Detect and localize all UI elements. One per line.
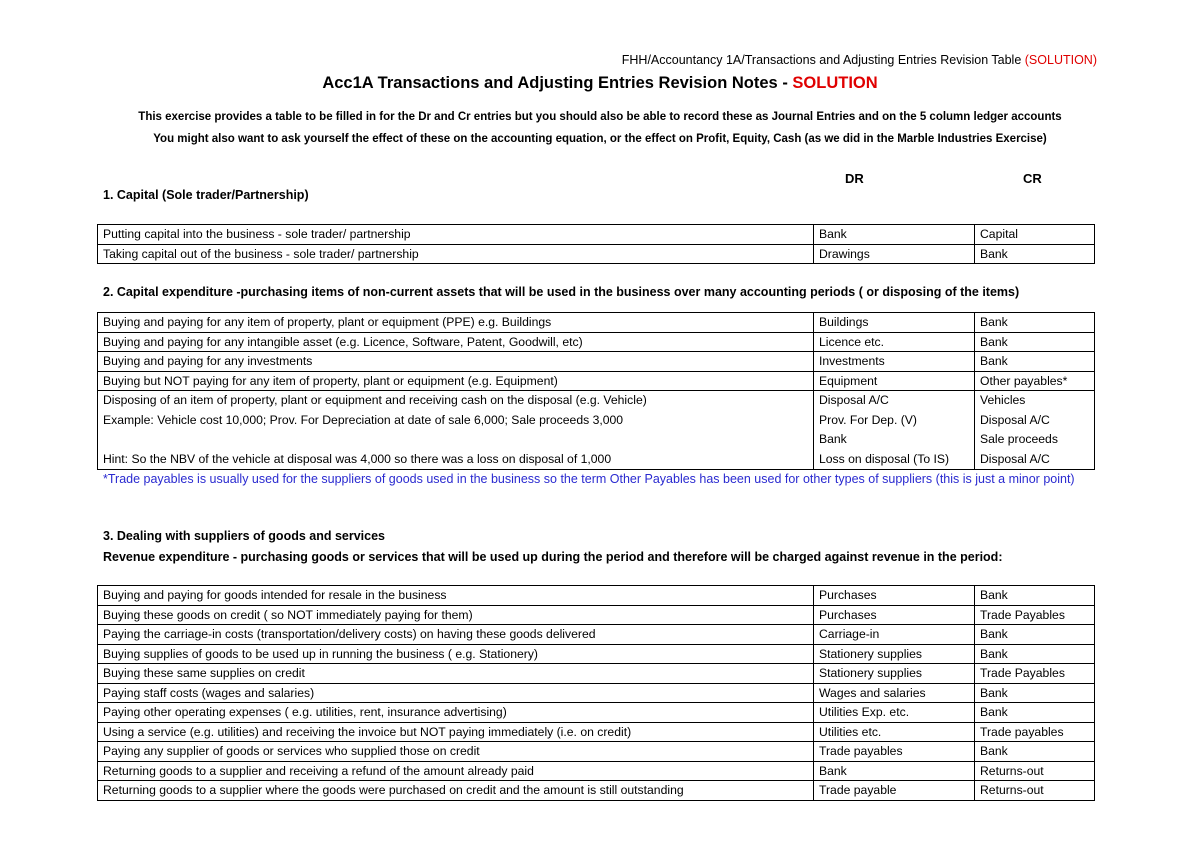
row-debit: Bank [814,225,975,245]
table-row [98,683,1095,703]
row-credit: Trade payables [975,722,1095,742]
page-title-text: Acc1A Transactions and Adjusting Entries Revision Notes - [322,74,793,92]
table-row [98,664,1095,684]
row-credit: Bank [975,332,1095,352]
table-row [98,644,1095,664]
row-debit: Utilities etc. [814,722,975,742]
row-credit: Capital [975,225,1095,245]
row-debit: Wages and salaries [814,683,975,703]
table-row [98,781,1095,801]
disposal-credit-line: Disposal A/C [980,451,1050,466]
section-3-subheading: Revenue expenditure - purchasing goods or services that will be used up during the period and therefore will be charged against revenue in the period: [103,550,1003,564]
row-credit: Other payables* [975,371,1095,391]
row-debit: Trade payable [814,781,975,801]
disposal-row [98,391,1095,470]
row-credit: Returns-out [975,761,1095,781]
disposal-debit-line: Bank [819,432,847,446]
row-debit: Utilities Exp. etc. [814,703,975,723]
disposal-desc-line [103,430,808,450]
row-credit: Bank [975,313,1095,333]
suppliers-table [97,585,1095,801]
row-description: Paying any supplier of goods or services who supplied those on credit [98,742,814,762]
section-2-heading: 2. Capital expenditure -purchasing items of non-current assets that will be used in the business over many accounting periods ( or disposing of the items) [103,285,1020,299]
disposal-description [98,391,814,470]
disposal-desc-line: Example: Vehicle cost 10,000; Prov. For Depreciation at date of sale 6,000; Sale proceeds 3,000 [103,412,624,427]
table-row [98,586,1095,606]
row-credit: Bank [975,644,1095,664]
row-description: Using a service (e.g. utilities) and receiving the invoice but NOT paying immediately (i.e. on credit) [98,722,814,742]
header-solution-tag: (SOLUTION) [1024,53,1097,67]
row-description: Buying but NOT paying for any item of property, plant or equipment (e.g. Equipment) [98,371,814,391]
table-row [98,605,1095,625]
row-description: Returning goods to a supplier and receiving a refund of the amount already paid [98,761,814,781]
row-debit: Trade payables [814,742,975,762]
document-header-path [622,53,1097,67]
disposal-credit-line: Disposal A/C [980,412,1050,427]
row-description: Returning goods to a supplier where the goods were purchased on credit and the amount is still outstanding [98,781,814,801]
disposal-debit-line: Disposal A/C [819,393,889,407]
page-title-solution: SOLUTION [792,74,878,92]
row-description: Buying and paying for any investments [98,352,814,372]
header-path-text: FHH/Accountancy 1A/Transactions and Adjusting Entries Revision Table [621,53,1022,67]
disposal-credit-line: Sale proceeds [980,432,1058,446]
row-credit: Bank [975,586,1095,606]
table-row [98,761,1095,781]
disposal-debits [814,391,975,470]
row-credit: Trade Payables [975,664,1095,684]
row-description: Paying the carriage-in costs (transportation/delivery costs) on having these goods delivered [98,625,814,645]
disposal-desc-line: Disposing of an item of property, plant or equipment and receiving cash on the disposal (e.g. Vehicle) [103,393,647,407]
table-row [98,742,1095,762]
section-3-heading: 3. Dealing with suppliers of goods and services [103,529,386,543]
row-credit: Bank [975,683,1095,703]
row-debit: Stationery supplies [814,664,975,684]
cr-column-heading: CR [1023,171,1042,186]
row-description: Buying these same supplies on credit [98,664,814,684]
table-row [98,703,1095,723]
row-debit: Buildings [814,313,975,333]
disposal-desc-line: Hint: So the NBV of the vehicle at disposal was 4,000 so there was a loss on disposal of 1,000 [103,451,612,466]
row-credit: Trade Payables [975,605,1095,625]
row-credit: Bank [975,625,1095,645]
dr-column-heading: DR [845,171,864,186]
intro-line-1: This exercise provides a table to be filled in for the Dr and Cr entries but you should also be able to record these as Journal Entries and on the 5 column ledger accounts [138,111,1062,123]
table-row [98,332,1095,352]
row-debit: Purchases [814,586,975,606]
row-debit: Stationery supplies [814,644,975,664]
table-row [98,625,1095,645]
row-description: Taking capital out of the business - sole trader/ partnership [98,244,814,264]
row-debit: Equipment [814,371,975,391]
table-row [98,371,1095,391]
page-title [0,74,1200,93]
row-debit: Purchases [814,605,975,625]
row-credit: Bank [975,742,1095,762]
row-description: Buying and paying for goods intended for resale in the business [98,586,814,606]
row-description: Buying and paying for any item of property, plant or equipment (PPE) e.g. Buildings [98,313,814,333]
table-row [98,352,1095,372]
row-debit: Licence etc. [814,332,975,352]
disposal-credit-line: Vehicles [980,393,1026,407]
table-row [98,225,1095,245]
disposal-debit-line: Loss on disposal (To IS) [819,451,950,466]
section-1-heading: 1. Capital (Sole trader/Partnership) [103,188,309,202]
row-credit: Bank [975,703,1095,723]
intro-line-2: You might also want to ask yourself the effect of these on the accounting equation, or the effect on Profit, Equity, Cash (as we did in the Marble Industries Exercise) [153,133,1047,145]
row-description: Buying supplies of goods to be used up in running the business ( e.g. Stationery) [98,644,814,664]
row-description: Paying other operating expenses ( e.g. utilities, rent, insurance advertising) [98,703,814,723]
table-row [98,313,1095,333]
row-description: Buying these goods on credit ( so NOT immediately paying for them) [98,605,814,625]
disposal-credits [975,391,1095,470]
row-credit: Returns-out [975,781,1095,801]
table-row [98,244,1095,264]
row-description: Putting capital into the business - sole trader/ partnership [98,225,814,245]
table-row [98,722,1095,742]
row-debit: Investments [814,352,975,372]
row-credit: Bank [975,352,1095,372]
capital-expenditure-table [97,312,1095,470]
other-payables-note: *Trade payables is usually used for the suppliers of goods used in the business so the term Other Payables has been used for other types of suppliers (this is just a minor point) [103,472,1075,486]
capital-table [97,224,1095,264]
disposal-debit-line: Prov. For Dep. (V) [819,412,917,427]
row-description: Paying staff costs (wages and salaries) [98,683,814,703]
row-debit: Bank [814,761,975,781]
row-description: Buying and paying for any intangible asset (e.g. Licence, Software, Patent, Goodwill, etc) [98,332,814,352]
row-debit: Carriage-in [814,625,975,645]
row-credit: Bank [975,244,1095,264]
row-debit: Drawings [814,244,975,264]
